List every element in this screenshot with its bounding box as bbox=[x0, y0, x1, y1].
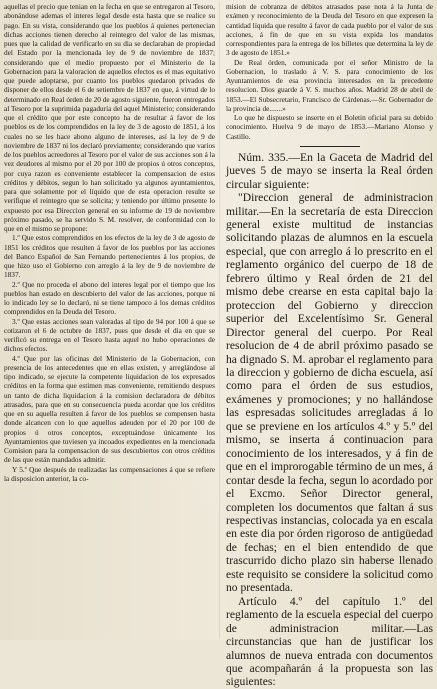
left-paragraph-article-3: 3.º Que estas acciones sean valoradas al tipo de 94 por 100 á que se cotizaron el 6 de octubre de 1837, pues que desde el dia en que se verificó su entrega en el Tesoro hasta aquel no hubo operaciones de dichos efectos. bbox=[4, 316, 215, 354]
right-paragraph-boletin: Lo que he dispuesto se inserte en el Boletin oficial para su debido conocimiento. Huelva 9 de mayo de 1853.—Mariano Alonso y Castillo. bbox=[226, 113, 433, 141]
section-divider bbox=[300, 146, 360, 147]
right-column-large-text bbox=[226, 151, 433, 689]
right-paragraph-direccion-general: "Direccion general de administracion militar.—En la secretaría de esta Direccion general existe multitud de instancias solicitando plazas de alumnos en la escuela especial, que con arreglo á lo prescrito en el reglamento orgánico del cuerpo de 18 de febrero último y Real órden de 21 del mismo debe crearse en esta capital bajo la proteccion del Gobierno y direccion superior del Excelentísimo Sr. General Director general del cuerpo. Por Real resolucion de 4 de abril próximo pasado se ha dignado S. M. aprobar el reglamento para la direccion y gobierno de dicha escuela, así como para el órden de sus estudios, exámenes y promociones; y no hallándose las espresadas solicitudes arregladas á lo que se previene en los artículos 4.º y 5.º del mismo, se inserta á continuacion para conocimiento de los interesados, y á fin de que en el improrogable término de un mes, á contar desde la fecha, segun lo acordado por el Excmo. Señor Director general, completen los documentos que faltan á sus respectivas instancias, colocada ya en escala en este dia por órden rigoroso de antigüedad de fechas; en el bien entendido de que trascurrido dicho plazo sin haberse llenado este requisito se considere la solicitud como no presentada. bbox=[226, 191, 434, 595]
left-paragraph-article-2: 2.º Que no proceda el abono del interes legal por el tiempo que los pueblos han estado en descubierto del valor de las acciones, porque ni lo indicado ley se lo declaró, ni se tiene tampoco á los demas créditos comprendidos en la Deuda del Tesoro. bbox=[4, 279, 215, 317]
column-gutter bbox=[219, 2, 220, 638]
right-column-small-text bbox=[226, 2, 433, 141]
left-paragraph-article-5: Y 5.º Que después de realizadas las compensaciones á que se refiere la disposicion anterior, la co- bbox=[4, 464, 215, 483]
right-paragraph-continuation: mision de cobranza de débitos atrasados pase nota á la Junta de exámen y reconocimiento de la Deuda del Tesoro en que expresen la cantidad líquida que resulte á favor de cada pueblo por el valor de sus acciones, á fin de que en su vista expida los mandatos correspondientes para la entrega de los billetes que determina la ley de 3 de agosto de 1851.» bbox=[226, 2, 433, 58]
right-column bbox=[226, 2, 434, 689]
right-paragraph-real-orden: De Real órden, comunicada por el señor Ministro de la Gobernacion, lo traslado á V. S. para conocimiento de los Ayuntamientos de esa provincia interesados en la precedente resolucion. Dios guarde á V. S. muchos años. Madrid 28 de abril de 1853.—El Subsecretario, Francisco de Cárdenas.—Sr. Gobernador de la provincia de.......» bbox=[226, 57, 433, 113]
left-column bbox=[4, 2, 215, 638]
left-paragraph-article-1: 1.º Que estos comprendidos en los efectos de la ley de 3 de agosto de 1851 los créditos que resulten á favor de los pueblos por las acciones del Banco Español de San Fernando pertenecientes á los propios, de que hizo uso el Gobierno con arreglo á la ley de 9 de noviembre de 1837. bbox=[4, 233, 215, 280]
right-paragraph-articulo-4: Artículo 4.º del capítulo 1.º del reglamento de la escuela especial del cuerpo de administracion militar.—Las circunstancias que han de justificar los alumnos de nueva entrada con documentos que acompañarán á la propuesta son las siguientes: bbox=[226, 594, 433, 689]
left-paragraph-article-4: 4.º Que por las oficinas del Ministerio de la Gobernacion, con presencia de los antecedentes que en ellas existen, y arreglándose al tipo indicado, se ejecute la competente liquidacion de los expresados créditos en la forma que estimen mas conveniente, remitiendo despues un tanto de dicha liquidacion á la comision declaradora de débitos atrasados, para que en su consecuencia pueda acordar que los créditos que en su aquella resulten á favor de los pueblos se compensen hasta donde alcancen con lo que aquellos adeuden por el 20 por 100 de propios ú otros conceptos, exceptuándose únicamente los Ayuntamientos que tuviesen ya incoados expedientes en la mencionada Comision para la compensacion de sus descubiertos con otros créditos de las que están mandados admitir. bbox=[4, 353, 215, 465]
right-paragraph-num-335: Núm. 335.—En la Gaceta de Madrid del jueves 5 de mayo se inserta la Real órden circular siguiente: bbox=[226, 150, 433, 191]
left-paragraph-preamble: aquellas el precio que tenian en la fecha en que se entregaron al Tesoro, abonándose ademas el interes legal desde esta hasta que se realice su pago. En su vista, considerando que los pueblos á quienes pertenecian dichas acciones tienen derecho al reintegro del valor de las mismas, pues que la calidad de verificarlo en su dia se declaraban de propiedad del Estado por la mencionada ley de 9 de noviembre de 1837; considerando que el medio propuesto por el Ministerio de la Gobernacion para la valoracion de aquellos efectos es el mas equitativo que puede adoptarse, por cuanto los pueblos quedaron privados de disponer de ellos desde el 6 de setiembre de 1837 en que, á virtud de lo determinado en Real órden de 20 de agosto siguiente, fueron entregados al Tesoro por la suprimida pagaduría del aquel Ministerio; considerando que el crédito que por este concepto ha de resultar á favor de los pueblos es de los comprendidos en la ley de 3 de agosto de 1851, á los cuales no se les hace abono alguno de intereses, así la ley de 9 de noviembre de 1837 ni los declaró previamente; considerando que varios de los pueblos acreedores al Tesoro por el valor de sus acciones son á la vez deudores al mismo por el 20 por 100 de propios ú otros conceptos, por cuya razon es conveniente establecer la compensacion de estos créditos y débitos, segun lo han solicitado ya algunos ayuntamientos, para que solamente por el líquido que de esta operacion resulte se verifique el reintegro que se solicita; y teniendo por último presente lo expuesto por esa Direccion general en su informe de 19 de noviembre próximo pasado, se ha servido S. M. resolver, de conformidad con lo que en el mismo se propone: bbox=[4, 2, 215, 233]
